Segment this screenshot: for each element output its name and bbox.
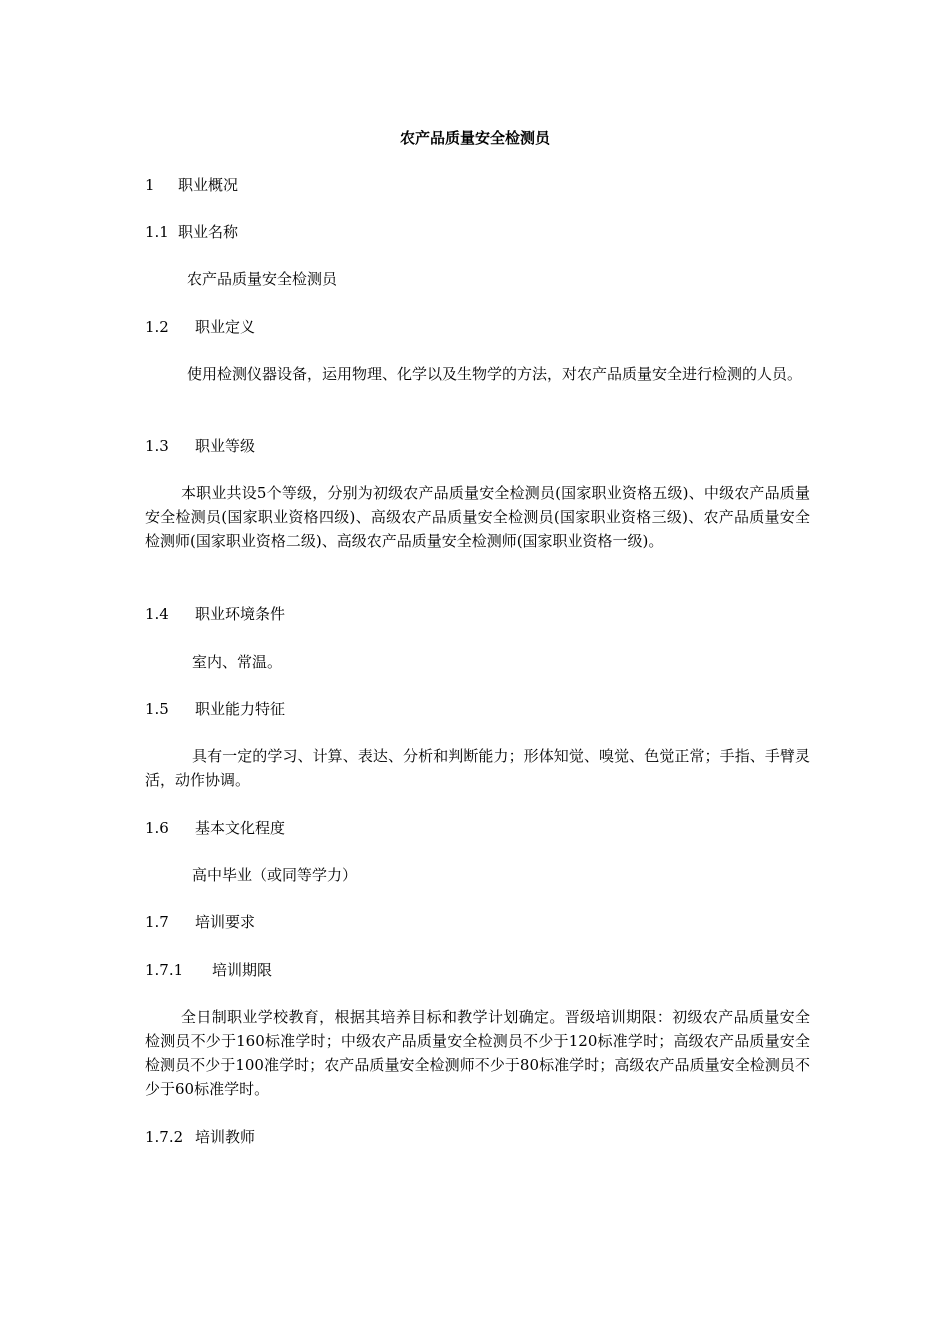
paragraph-ability: 具有一定的学习、计算、表达、分析和判断能力；形体知觉、嗅觉、色觉正常；手指、手臂灵活，动作协调。	[145, 747, 810, 789]
section-number: 1.7	[145, 913, 169, 931]
paragraph-education: 高中毕业（或同等学力）	[192, 866, 358, 884]
section-label: 职业能力特征	[195, 700, 286, 718]
document-title: 农产品质量安全检测员	[399, 129, 550, 147]
paragraph-definition: 使用检测仪器设备，运用物理、化学以及生物学的方法，对农产品质量安全进行检测的人员。	[187, 365, 803, 383]
section-label: 职业概况	[178, 176, 239, 194]
section-number: 1	[145, 176, 155, 194]
section-number: 1.7.2	[145, 1128, 184, 1146]
section-number: 1.5	[145, 700, 169, 718]
section-heading-1-2	[145, 315, 810, 339]
section-label: 培训期限	[212, 961, 273, 979]
section-label: 培训要求	[195, 913, 256, 931]
section-label: 职业等级	[195, 437, 256, 455]
section-heading-1-7	[145, 910, 810, 934]
section-heading-1-3	[145, 434, 810, 458]
section-number: 1.7.1	[145, 961, 184, 979]
paragraph-levels: 本职业共设5个等级，分别为初级农产品质量安全检测员(国家职业资格五级)、中级农产品质量安全检测员(国家职业资格四级)、高级农产品质量安全检测员(国家职业资格三级)、农产品质量安全检测师(国家职业资格二级)、高级农产品质量安全检测师(国家职业资格一级)。	[145, 484, 810, 550]
section-number: 1.3	[145, 437, 169, 455]
section-number: 1.6	[145, 819, 169, 837]
section-label: 培训教师	[195, 1128, 256, 1146]
section-heading-1-7-2	[145, 1125, 810, 1149]
section-number: 1.1	[145, 223, 169, 241]
section-label: 职业环境条件	[195, 605, 286, 623]
section-label: 职业名称	[178, 223, 239, 241]
section-label: 基本文化程度	[195, 819, 286, 837]
section-heading-1-1	[145, 220, 810, 244]
paragraph-environment: 室内、常温。	[192, 653, 283, 671]
section-heading-1-7-1	[145, 958, 810, 982]
section-heading-1-5	[145, 697, 810, 721]
section-heading-1-6	[145, 816, 810, 840]
section-heading-1	[145, 173, 810, 197]
paragraph-occupation-name: 农产品质量安全检测员	[187, 270, 338, 288]
section-label: 职业定义	[195, 318, 256, 336]
section-heading-1-4	[145, 602, 810, 626]
paragraph-training-period: 全日制职业学校教育，根据其培养目标和教学计划确定。晋级培训期限：初级农产品质量安全检测员不少于160标准学时；中级农产品质量安全检测员不少于120标准学时；高级农产品质量安全检测员不少于100准学时；农产品质量安全检测师不少于80标准学时；高级农产品质量安全检测员不少于60标准学时。	[145, 1008, 810, 1098]
section-number: 1.4	[145, 605, 169, 623]
section-number: 1.2	[145, 318, 169, 336]
